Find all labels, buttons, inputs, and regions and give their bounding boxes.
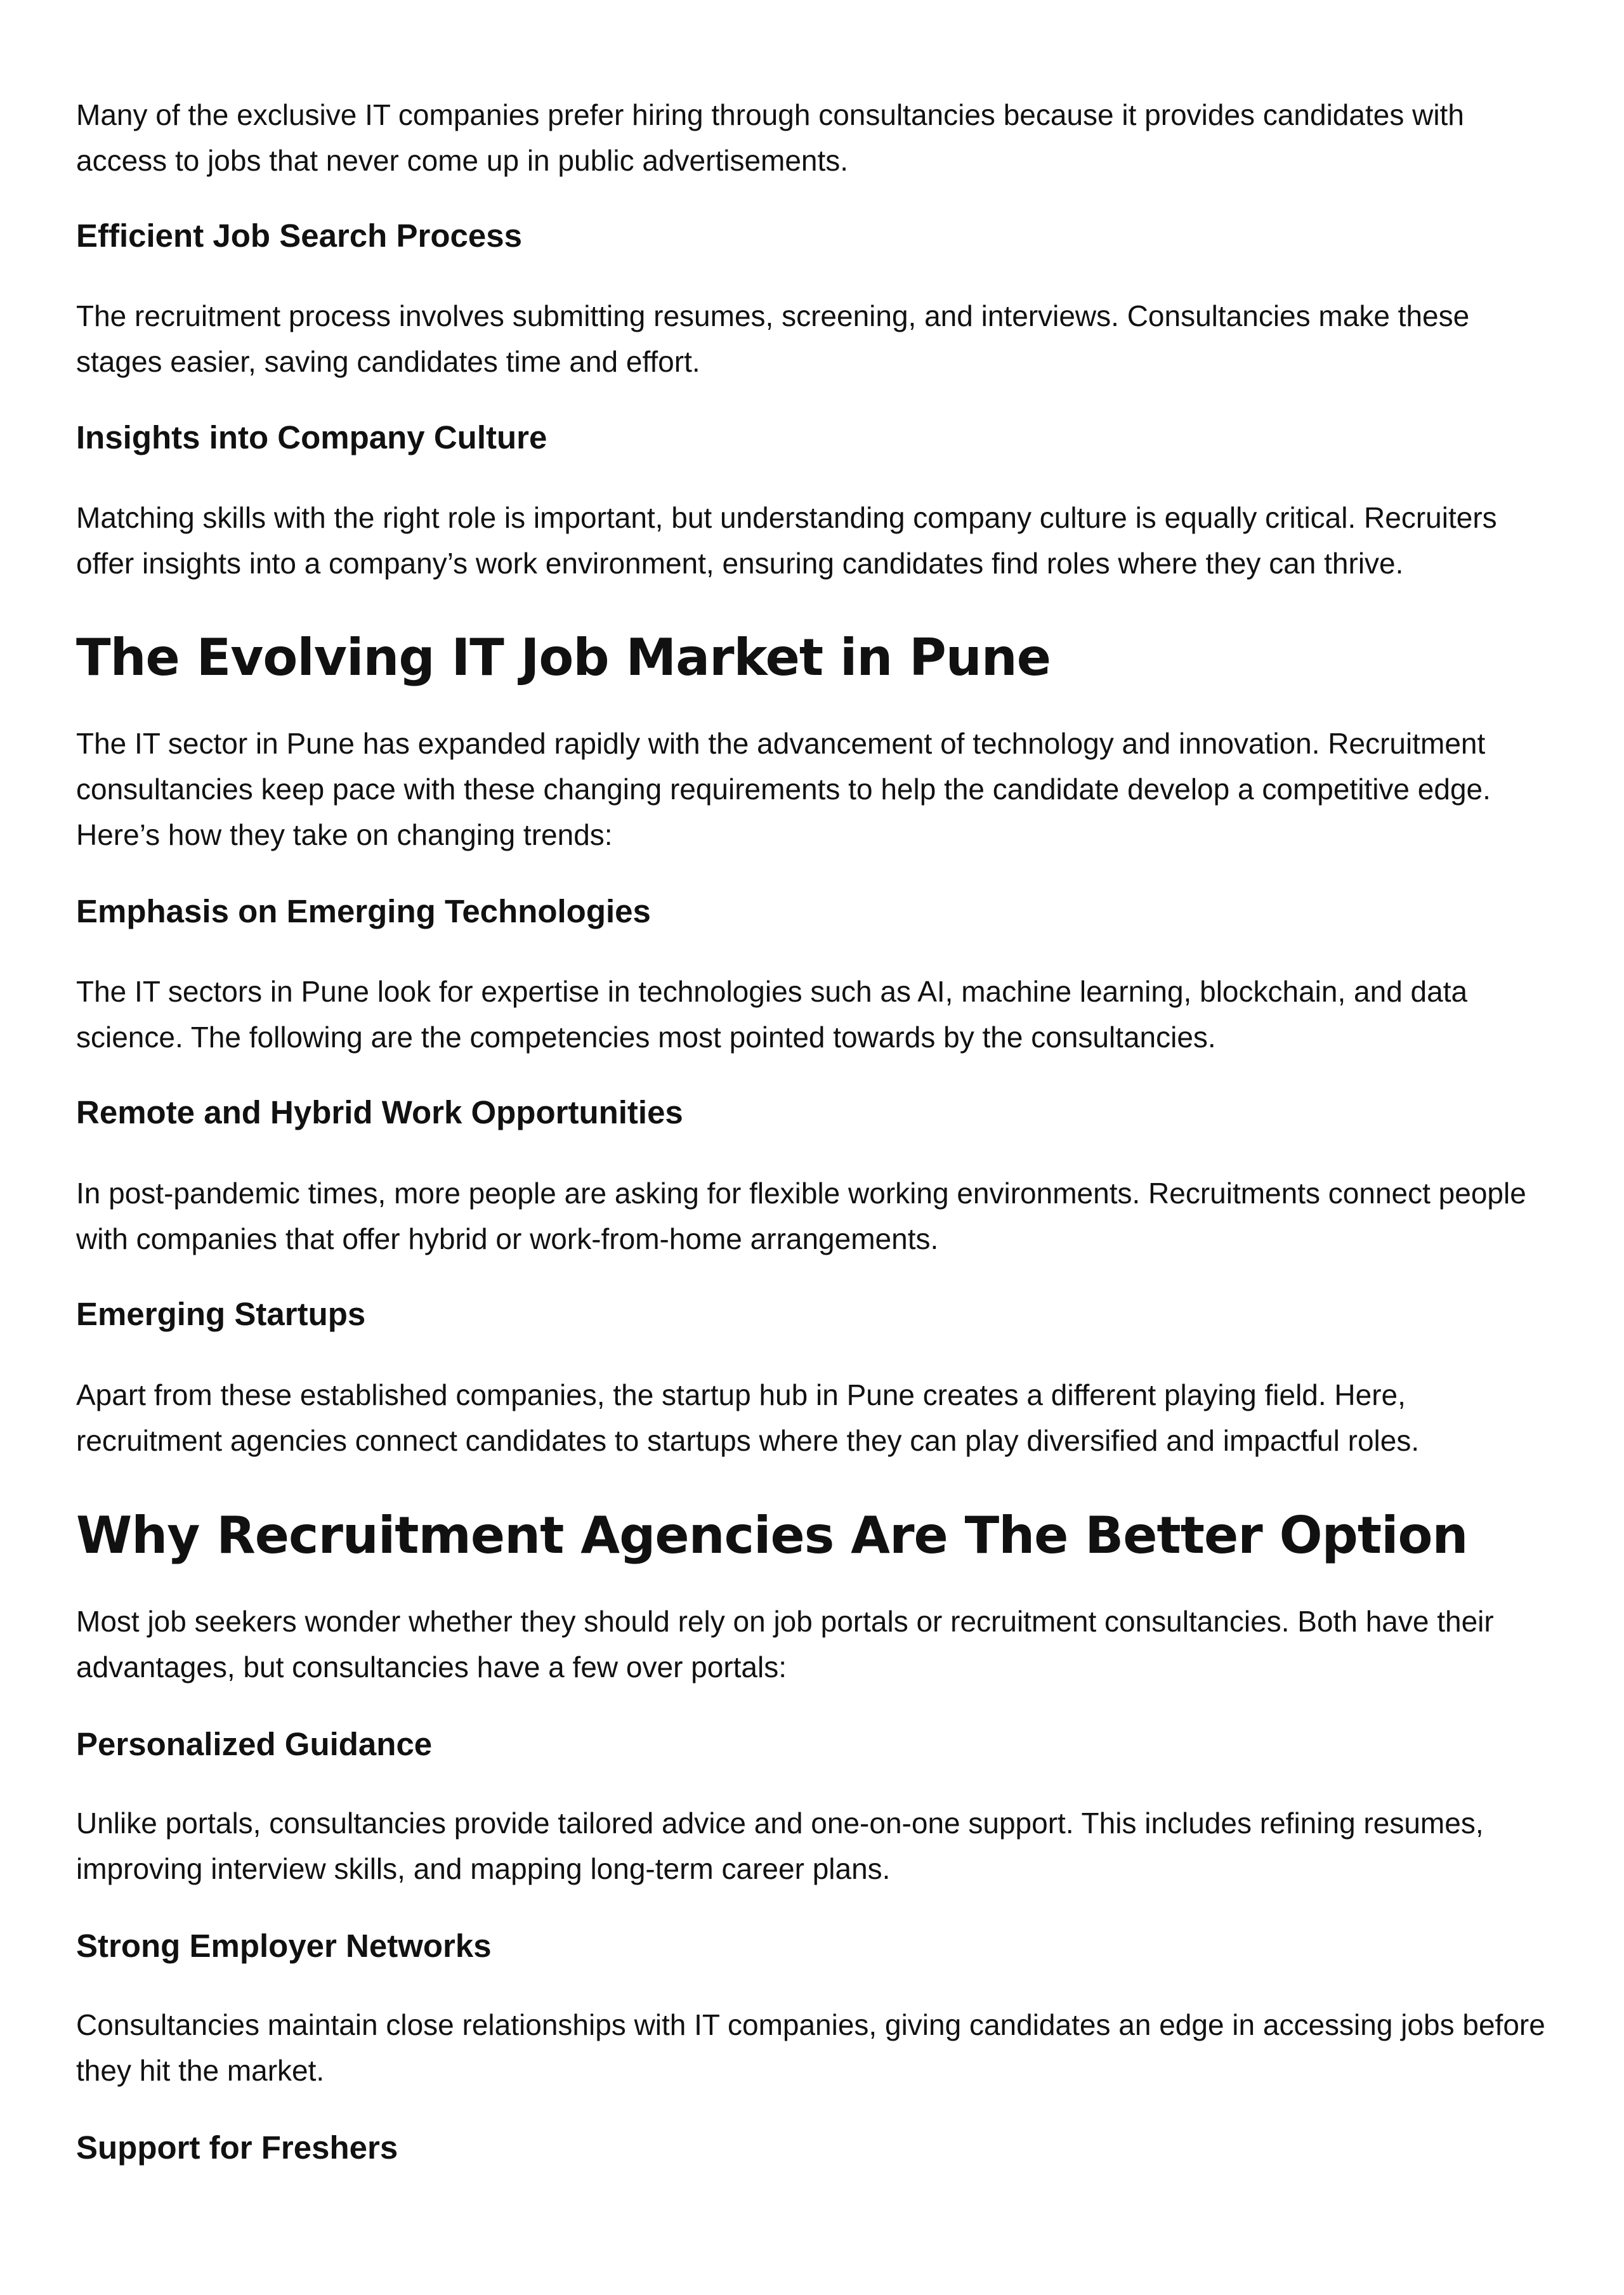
heading-strong-employer-networks: Strong Employer Networks xyxy=(76,1928,492,1964)
paragraph-strong-employer-networks: Consultancies maintain close relationships with IT companies, giving candidates an edge in accessing jobs before they hit the market. xyxy=(76,2008,1545,2087)
intro-paragraph: Many of the exclusive IT companies prefer hiring through consultancies because it provides candidates with access to jobs that never come up in public advertisements. xyxy=(76,98,1464,177)
heading-why-recruitment-agencies: Why Recruitment Agencies Are The Better Option xyxy=(76,1506,1468,1565)
heading-personalized-guidance: Personalized Guidance xyxy=(76,1726,433,1762)
heading-emerging-technologies: Emphasis on Emerging Technologies xyxy=(76,893,651,929)
paragraph-company-culture: Matching skills with the right role is important, but understanding company culture is equally critical. Recruiters offer insights into a company’s work environment, ensuring candidates find roles where they can thrive. xyxy=(76,501,1497,580)
heading-emerging-startups: Emerging Startups xyxy=(76,1296,366,1332)
heading-support-for-freshers: Support for Freshers xyxy=(76,2129,398,2166)
paragraph-remote-hybrid-work: In post-pandemic times, more people are asking for flexible working environments. Recruitments connect people with companies that offer hybrid or work-from-home arrangements. xyxy=(76,1177,1526,1255)
paragraph-emerging-startups: Apart from these established companies, the startup hub in Pune creates a different playing field. Here, recruitment agencies connect candidates to startups where they can play diversified and impactful roles. xyxy=(76,1378,1420,1457)
heading-efficient-job-search: Efficient Job Search Process xyxy=(76,218,522,254)
paragraph-why-recruitment-agencies: Most job seekers wonder whether they should rely on job portals or recruitment consultancies. Both have their advantages, but consultancies have a few over portals: xyxy=(76,1605,1494,1684)
paragraph-efficient-job-search: The recruitment process involves submitting resumes, screening, and interviews. Consultancies make these stages easier, saving candidates time and effort. xyxy=(76,299,1470,378)
paragraph-emerging-technologies: The IT sectors in Pune look for expertise in technologies such as AI, machine learning, blockchain, and data science. The following are the competencies most pointed towards by the consultancies. xyxy=(76,975,1468,1054)
paragraph-evolving-it-job-market: The IT sector in Pune has expanded rapidly with the advancement of technology and innovation. Recruitment consultancies keep pace with these changing requirements to help the candidate develop a competitive edge. Here’s how they take on changing trends: xyxy=(76,727,1491,851)
paragraph-personalized-guidance: Unlike portals, consultancies provide tailored advice and one-on-one support. This includes refining resumes, improving interview skills, and mapping long-term career plans. xyxy=(76,1807,1484,1885)
heading-evolving-it-job-market: The Evolving IT Job Market in Pune xyxy=(76,628,1051,687)
heading-company-culture: Insights into Company Culture xyxy=(76,419,547,455)
heading-remote-hybrid-work: Remote and Hybrid Work Opportunities xyxy=(76,1094,683,1130)
